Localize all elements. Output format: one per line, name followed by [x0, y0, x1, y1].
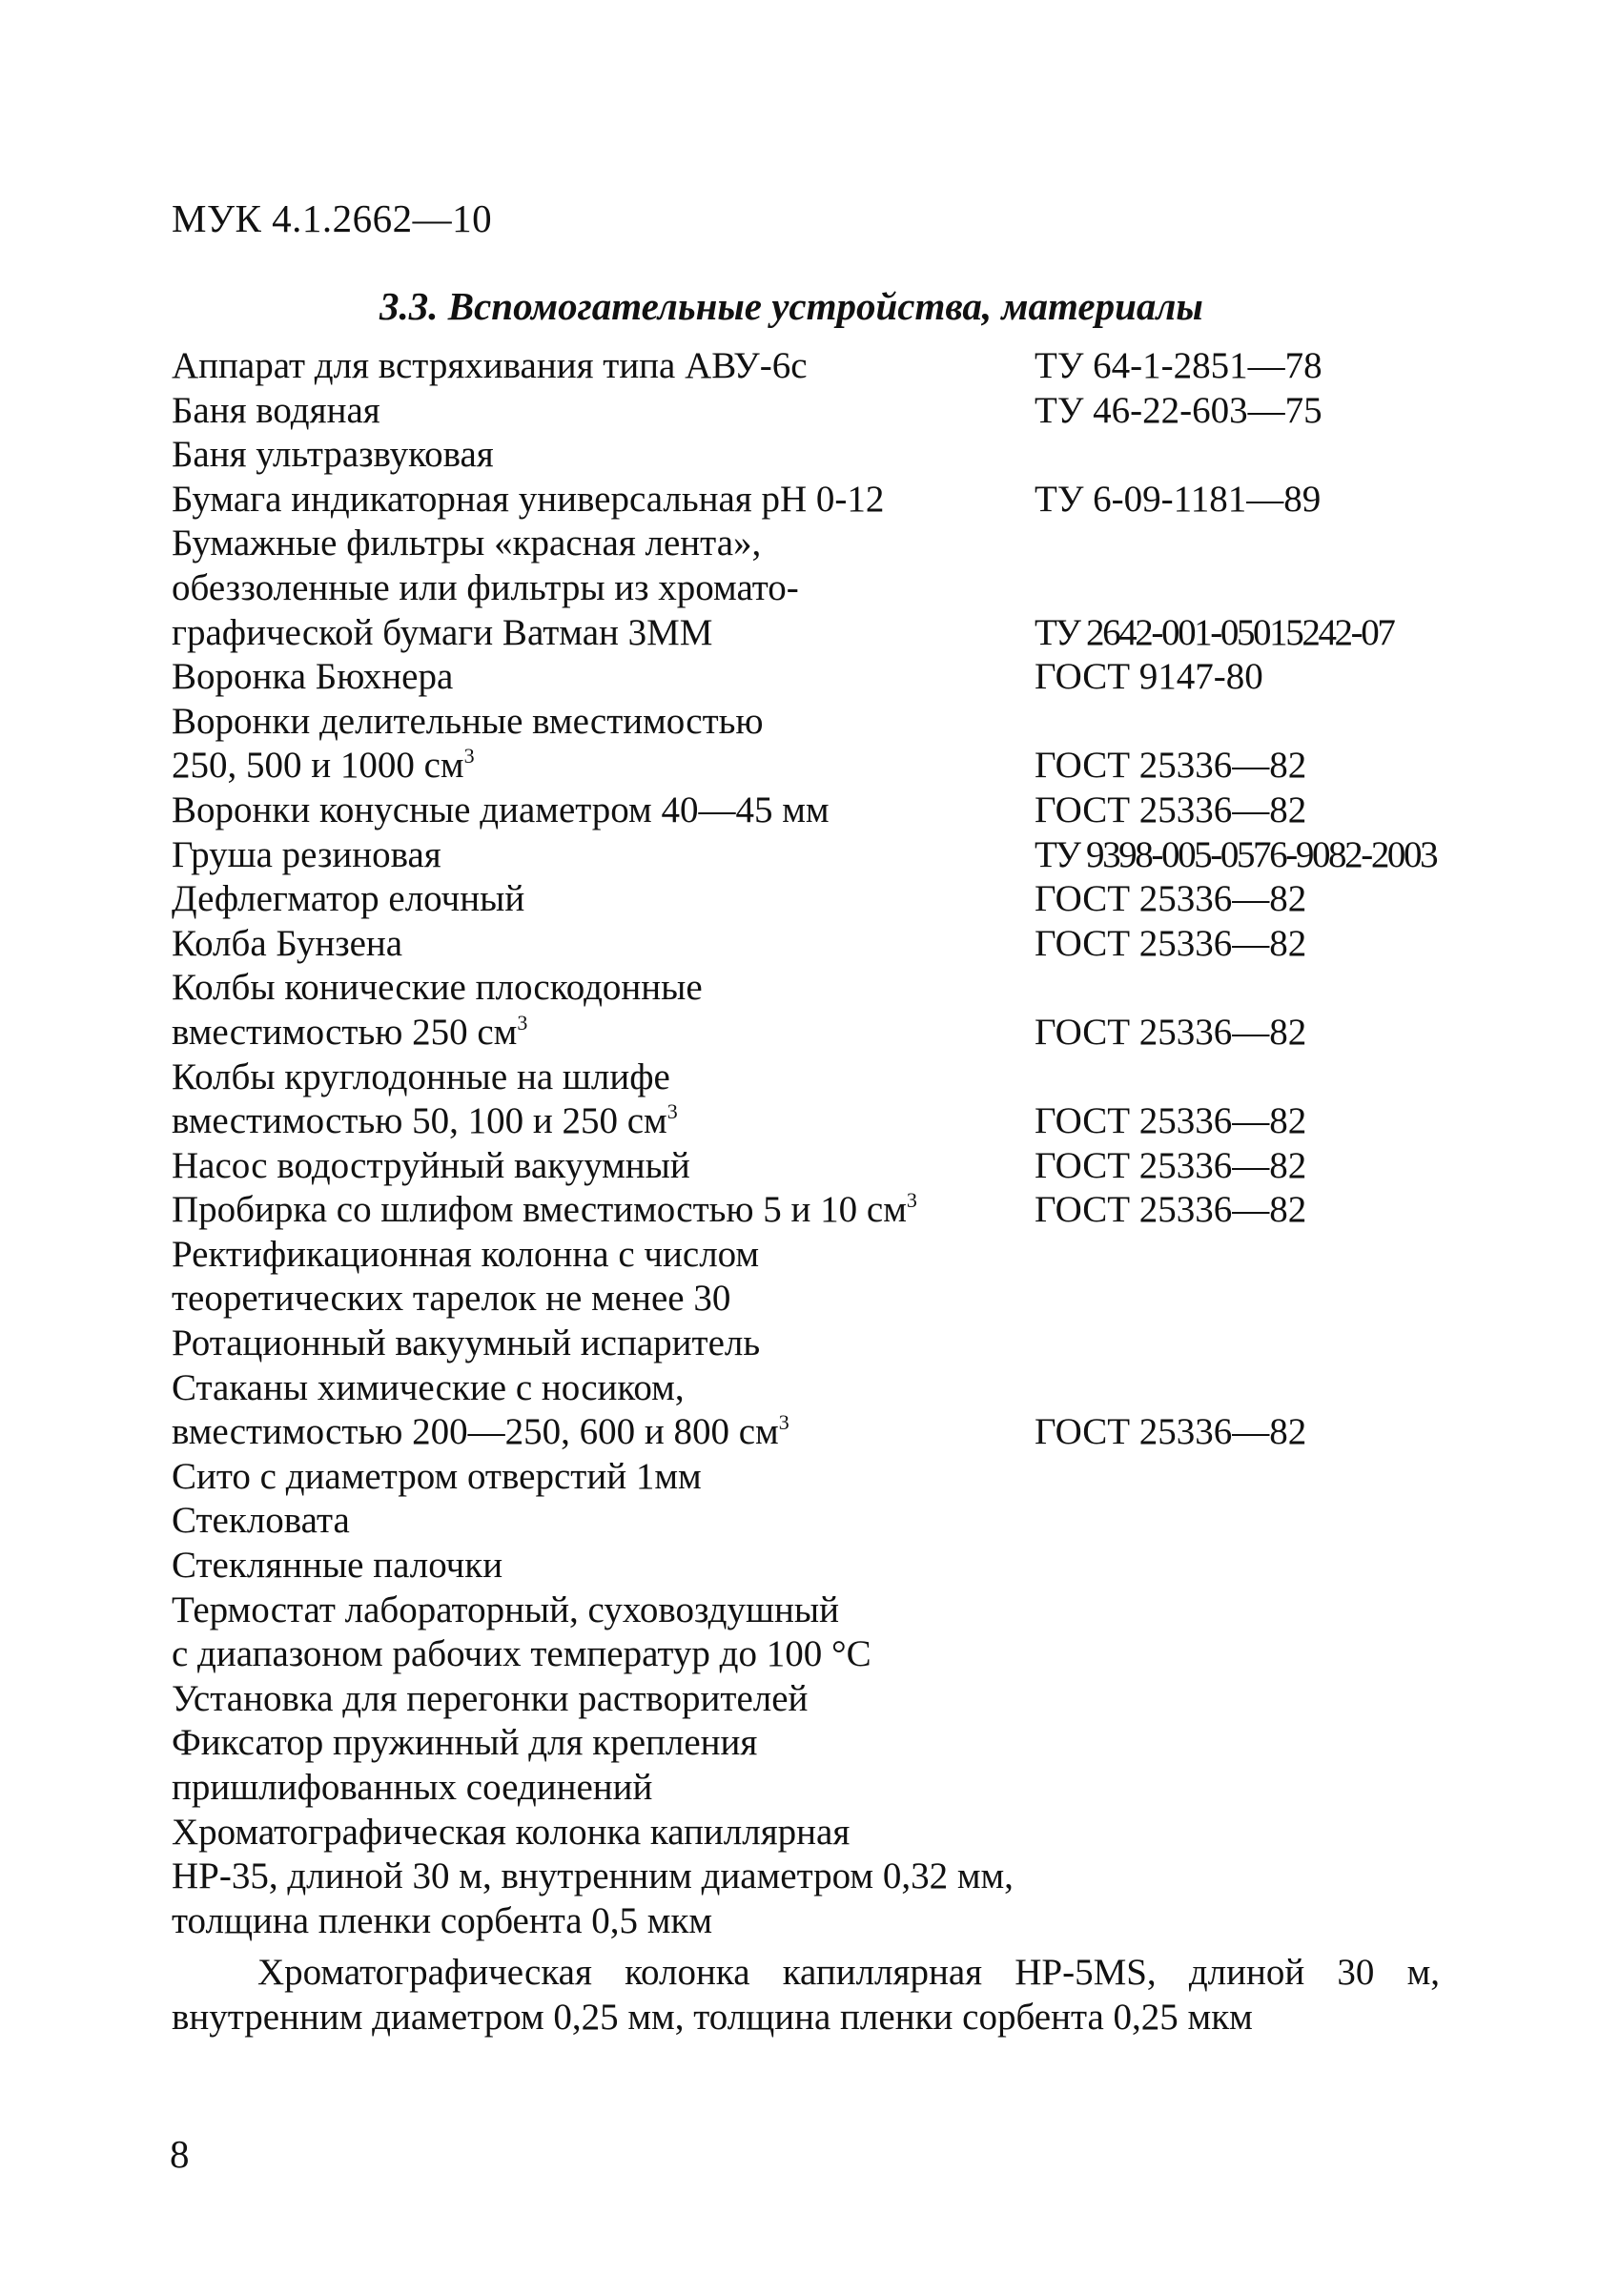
equipment-name-text: Стаканы химические с носиком,	[172, 1366, 685, 1408]
equipment-name-text: теоретических тарелок не менее 30	[172, 1278, 731, 1320]
unit-superscript: 3	[778, 1410, 789, 1435]
equipment-name-text: Колба Бунзена	[172, 922, 403, 964]
equipment-row	[172, 1455, 1487, 1500]
standard-reference: ГОСТ 25336—82	[1035, 1189, 1307, 1231]
standard-reference: ТУ 6-09-1181—89	[1035, 478, 1322, 520]
equipment-row	[172, 922, 1487, 967]
equipment-name-text: Стекловата	[172, 1500, 350, 1542]
equipment-name	[172, 877, 524, 922]
equipment-row	[172, 1589, 1487, 1633]
equipment-name	[172, 1899, 712, 1944]
equipment-name	[172, 744, 475, 789]
equipment-row	[172, 1677, 1487, 1722]
equipment-row	[172, 1233, 1487, 1278]
standard-reference: ТУ 9398-005-0576-9082-2003	[1035, 833, 1437, 875]
equipment-row	[172, 700, 1487, 745]
equipment-name	[172, 1544, 502, 1589]
equipment-name-text: вместимостью 50, 100 и 250 см	[172, 1100, 667, 1142]
equipment-row	[172, 1544, 1487, 1589]
equipment-name-text: НР-35, длиной 30 м, внутренним диаметром 0,32 мм,	[172, 1855, 1014, 1897]
equipment-name	[172, 700, 764, 745]
equipment-row	[172, 1899, 1487, 1944]
equipment-name	[172, 1410, 789, 1455]
equipment-name-text: Воронки делительные вместимостью	[172, 700, 764, 742]
unit-superscript: 3	[517, 1010, 528, 1035]
equipment-name	[172, 1277, 730, 1322]
equipment-name	[172, 1233, 759, 1278]
equipment-row	[172, 478, 1487, 523]
equipment-row	[172, 1188, 1487, 1233]
standard-reference: ГОСТ 25336—82	[1035, 878, 1307, 920]
equipment-row	[172, 1277, 1487, 1322]
page-number: 8	[170, 2132, 190, 2176]
standard-reference: ГОСТ 25336—82	[1035, 1411, 1307, 1453]
standard-reference: ТУ 64-1-2851—78	[1035, 345, 1322, 386]
equipment-name-text: Установка для перегонки растворителей	[172, 1677, 809, 1719]
standard-reference: ГОСТ 9147-80	[1035, 656, 1263, 698]
equipment-name	[172, 1056, 670, 1100]
equipment-name	[172, 344, 808, 389]
equipment-name	[172, 433, 494, 478]
equipment-name	[172, 1721, 757, 1766]
paragraph-line-2: внутренним диаметром 0,25 мм, толщина пленки сорбента 0,25 мкм	[172, 1997, 1253, 2038]
equipment-row	[172, 744, 1487, 789]
equipment-name	[172, 478, 884, 523]
equipment-name-text: Ротационный вакуумный испаритель	[172, 1322, 761, 1364]
equipment-list	[172, 344, 1487, 1943]
equipment-row	[172, 1322, 1487, 1366]
equipment-name-text: Воронки конусные диаметром 40—45 мм	[172, 789, 830, 830]
equipment-row	[172, 344, 1487, 389]
equipment-name	[172, 655, 453, 700]
equipment-name	[172, 1589, 839, 1633]
equipment-name-text: Ректификационная колонна с числом	[172, 1233, 760, 1275]
equipment-name-text: вместимостью 250 см	[172, 1011, 518, 1053]
equipment-name-text: пришлифованных соединений	[172, 1767, 653, 1808]
equipment-name	[172, 1366, 685, 1411]
equipment-name-text: вместимостью 200—250, 600 и 800 см	[172, 1411, 779, 1453]
equipment-name	[172, 1811, 850, 1855]
equipment-row	[172, 833, 1487, 878]
equipment-name-text: Колбы конические плоскодонные	[172, 967, 703, 1009]
equipment-name-text: графической бумаги Ватман 3ММ	[172, 611, 713, 653]
equipment-name	[172, 1766, 652, 1811]
equipment-name	[172, 1455, 702, 1500]
equipment-name-text: Баня ультразвуковая	[172, 434, 494, 476]
equipment-name-text: Сито с диаметром отверстий 1мм	[172, 1455, 702, 1497]
equipment-name	[172, 389, 380, 434]
equipment-name-text: Насос водоструйный вакуумный	[172, 1144, 690, 1186]
paragraph-line-1: Хроматографическая колонка капиллярная HP-5MS, длиной 30 м,	[257, 1952, 1440, 1993]
equipment-row	[172, 1766, 1487, 1811]
equipment-name-text: 250, 500 и 1000 см	[172, 745, 464, 787]
equipment-row	[172, 966, 1487, 1011]
equipment-row	[172, 1499, 1487, 1544]
equipment-row	[172, 1011, 1487, 1056]
equipment-name	[172, 1677, 808, 1722]
equipment-name-text: толщина пленки сорбента 0,5 мкм	[172, 1899, 713, 1941]
equipment-name-text: обеззоленные или фильтры из хромато-	[172, 566, 799, 608]
equipment-row	[172, 1410, 1487, 1455]
equipment-row	[172, 1811, 1487, 1855]
equipment-name	[172, 1188, 917, 1233]
equipment-name	[172, 966, 703, 1011]
equipment-name	[172, 922, 402, 967]
equipment-row	[172, 1099, 1487, 1144]
standard-reference: ГОСТ 25336—82	[1035, 1144, 1307, 1186]
equipment-row	[172, 389, 1487, 434]
equipment-name	[172, 611, 712, 656]
equipment-name-text: Аппарат для встряхивания типа АВУ-6с	[172, 345, 808, 386]
equipment-name-text: Фиксатор пружинный для крепления	[172, 1722, 758, 1764]
equipment-row	[172, 1721, 1487, 1766]
equipment-row	[172, 1056, 1487, 1100]
equipment-name-text: Колбы круглодонные на шлифе	[172, 1056, 670, 1097]
equipment-row	[172, 789, 1487, 833]
standard-reference: ГОСТ 25336—82	[1035, 789, 1307, 830]
equipment-name-text: Пробирка со шлифом вместимостью 5 и 10 см	[172, 1189, 907, 1231]
equipment-name	[172, 1011, 527, 1056]
standard-reference: ГОСТ 25336—82	[1035, 745, 1307, 787]
equipment-row	[172, 433, 1487, 478]
standard-reference: ГОСТ 25336—82	[1035, 1100, 1307, 1142]
equipment-name	[172, 522, 761, 566]
standard-reference: ТУ 46-22-603—75	[1035, 389, 1322, 431]
equipment-name	[172, 1099, 678, 1144]
equipment-row	[172, 1144, 1487, 1189]
document-code: МУК 4.1.2662—10	[172, 196, 493, 240]
equipment-name-text: Дефлегматор елочный	[172, 878, 525, 920]
column-note-paragraph	[172, 1950, 1440, 2040]
equipment-row	[172, 877, 1487, 922]
equipment-name-text: Термостат лабораторный, суховоздушный	[172, 1589, 840, 1630]
standard-reference: ТУ 2642-001-05015242-07	[1035, 611, 1394, 653]
equipment-name	[172, 566, 799, 611]
equipment-name	[172, 1632, 871, 1677]
equipment-name	[172, 1855, 1014, 1899]
unit-superscript: 3	[906, 1188, 917, 1213]
equipment-row	[172, 566, 1487, 611]
equipment-row	[172, 655, 1487, 700]
equipment-name-text: Стеклянные палочки	[172, 1545, 503, 1587]
equipment-row	[172, 1366, 1487, 1411]
unit-superscript: 3	[463, 744, 475, 769]
standard-reference: ГОСТ 25336—82	[1035, 1011, 1307, 1053]
equipment-name-text: Хроматографическая колонка капиллярная	[172, 1811, 851, 1853]
equipment-name-text: с диапазоном рабочих температур до 100 °С	[172, 1633, 871, 1675]
unit-superscript: 3	[666, 1099, 678, 1124]
equipment-name-text: Бумага индикаторная универсальная pH 0-12	[172, 478, 885, 520]
standard-reference: ГОСТ 25336—82	[1035, 922, 1307, 964]
equipment-name	[172, 1322, 760, 1366]
equipment-row	[172, 522, 1487, 566]
equipment-row	[172, 611, 1487, 656]
equipment-name-text: Бумажные фильтры «красная лента»,	[172, 523, 762, 564]
equipment-name	[172, 789, 830, 833]
equipment-row	[172, 1855, 1487, 1899]
equipment-name	[172, 833, 441, 878]
equipment-name-text: Груша резиновая	[172, 833, 441, 875]
section-title: 3.3. Вспомогательные устройства, материалы	[379, 284, 1203, 328]
equipment-name-text: Баня водяная	[172, 389, 380, 431]
equipment-name	[172, 1499, 350, 1544]
equipment-name-text: Воронка Бюхнера	[172, 656, 454, 698]
equipment-name	[172, 1144, 690, 1189]
equipment-row	[172, 1632, 1487, 1677]
